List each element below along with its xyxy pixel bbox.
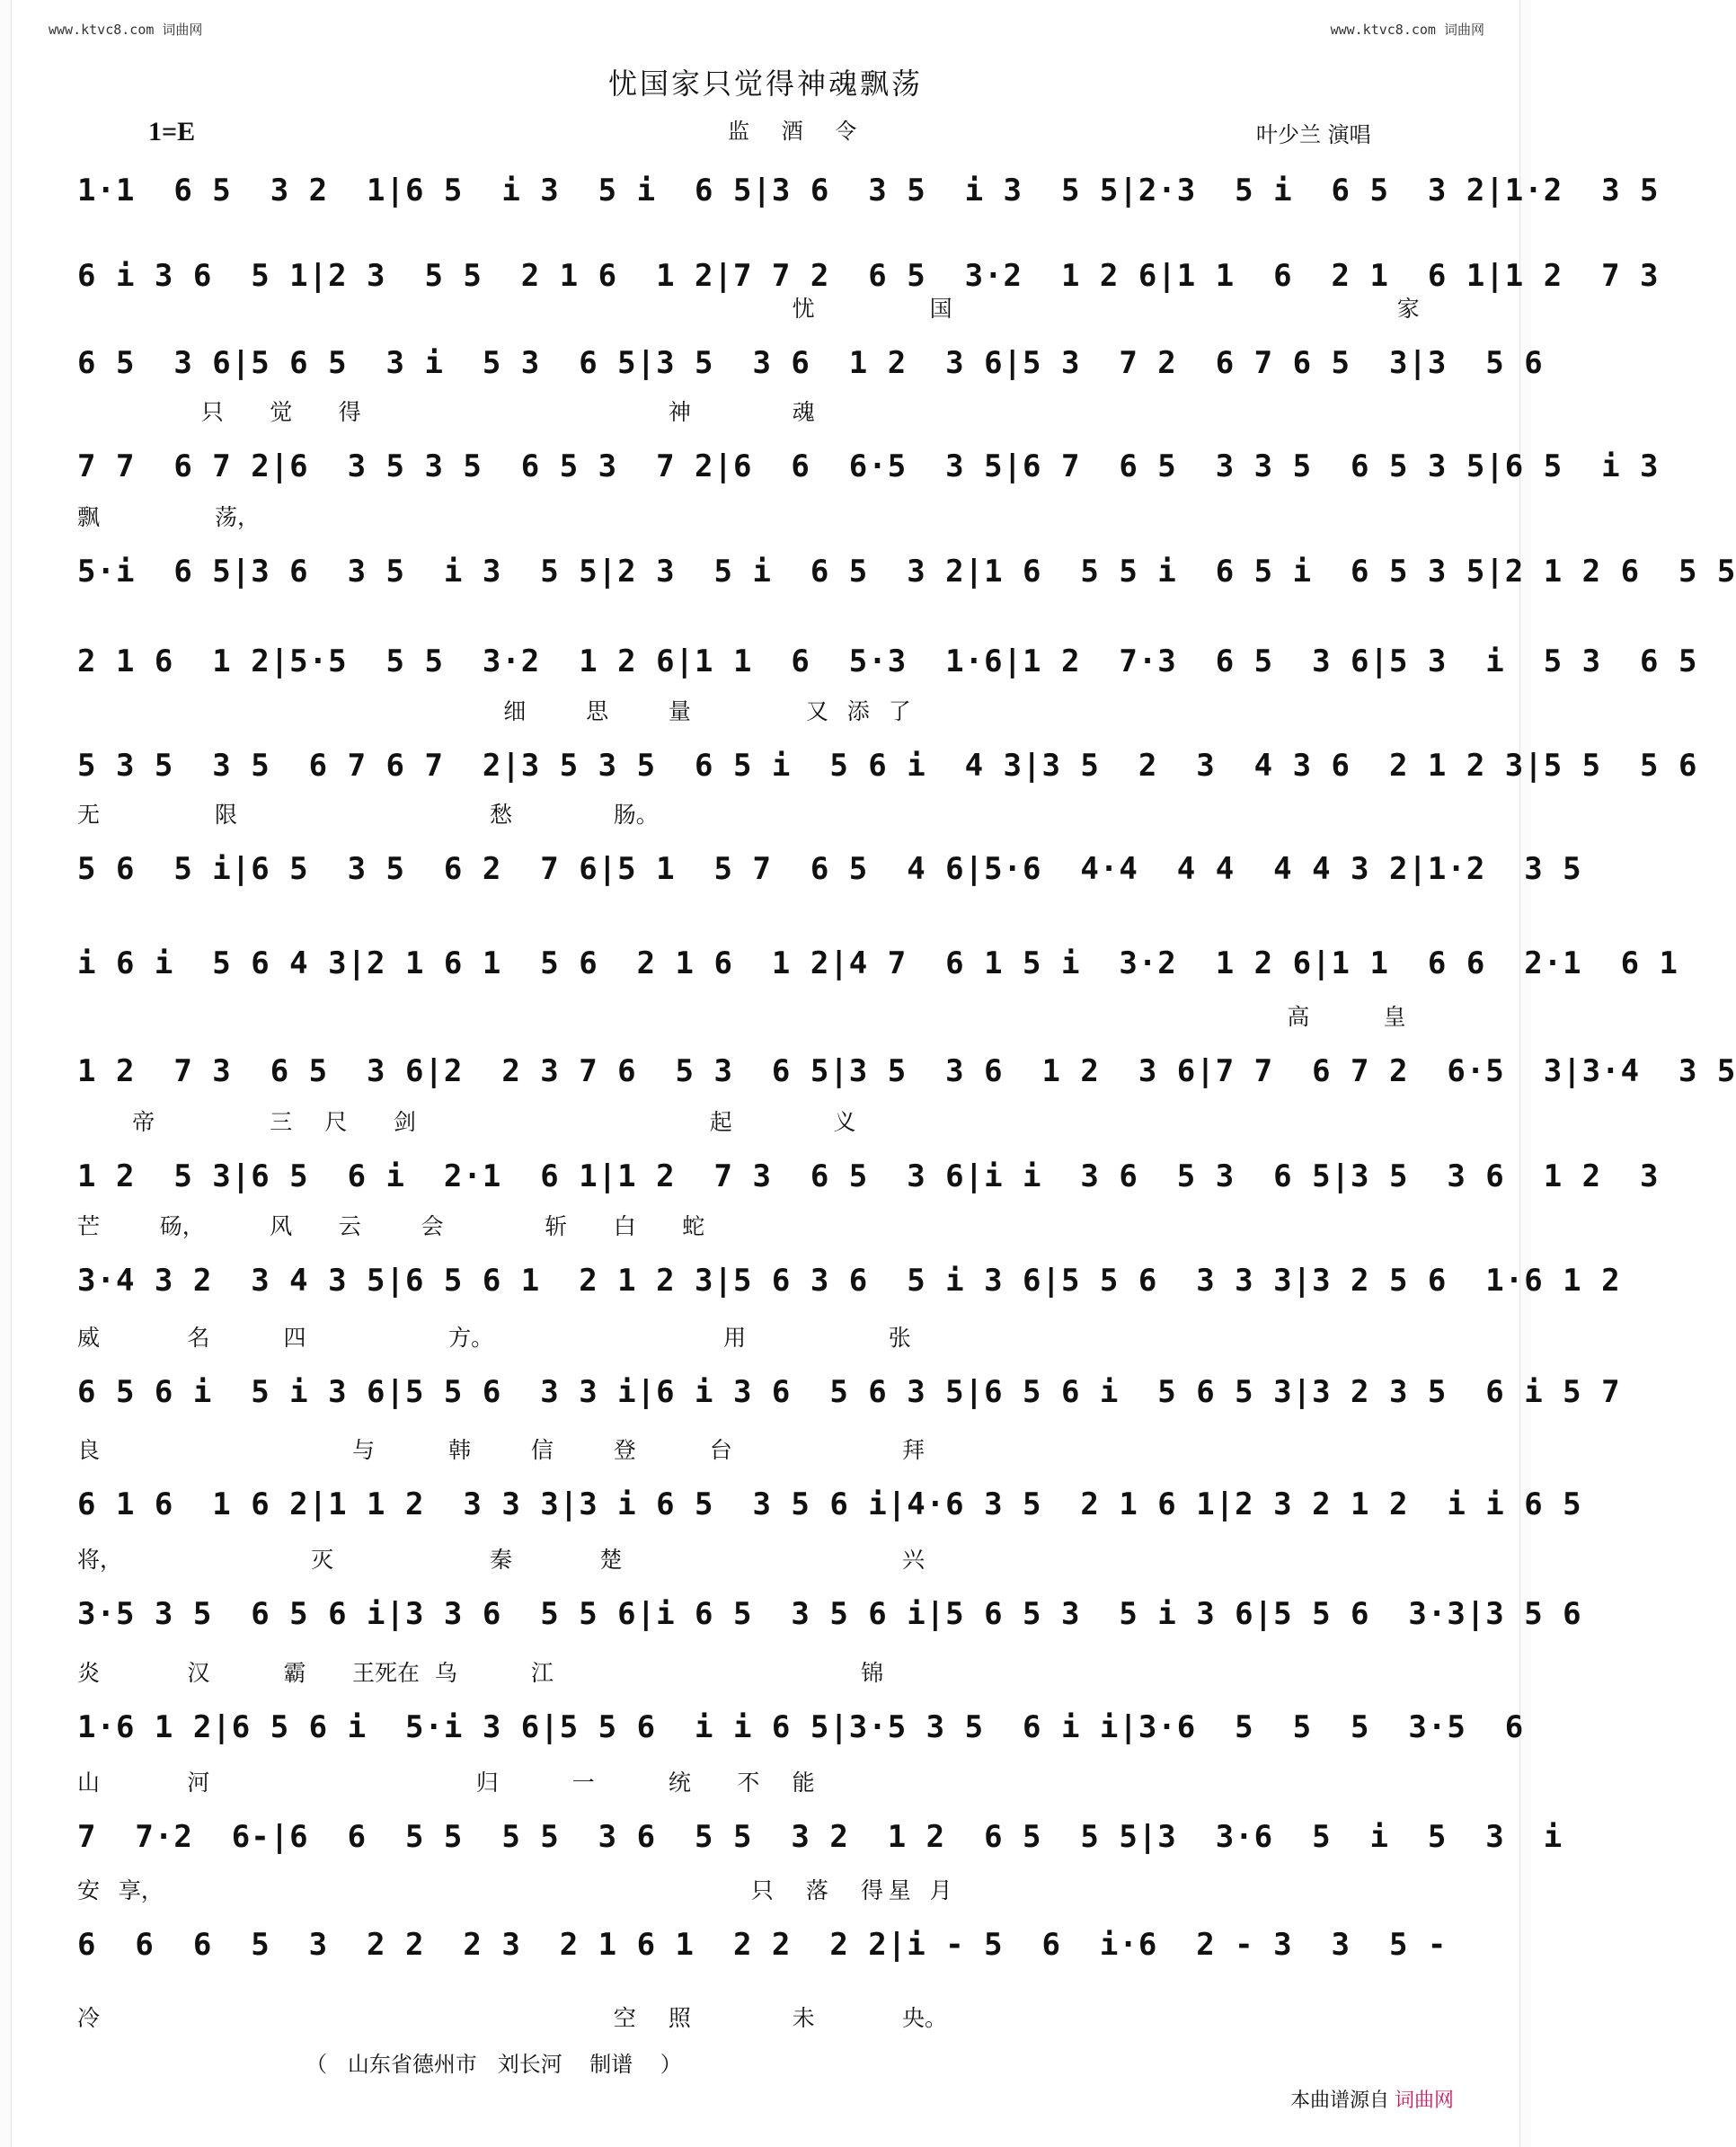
lyric-word: 愁 — [490, 802, 513, 828]
lyric-word: 神 — [668, 399, 691, 425]
lyric-word: 细 — [503, 698, 527, 724]
lyric-word: 安 — [77, 1877, 101, 1903]
lyric-word: 云 — [338, 1213, 361, 1239]
lyric-word: 高 — [1287, 1004, 1310, 1030]
lyric-word: 觉 — [270, 399, 293, 425]
lyric-word: 汉 — [187, 1660, 210, 1686]
lyric-word: 未 — [792, 2005, 815, 2031]
lyric-word: 台 — [709, 1437, 732, 1463]
lyric-word: 忧 — [792, 296, 815, 322]
notation-row — [77, 1476, 1582, 1522]
key-signature: 1=E — [148, 117, 196, 146]
lyric-word: 河 — [187, 1770, 210, 1796]
lyric-word: 会 — [421, 1213, 444, 1239]
lyric-word: 添 — [846, 698, 870, 724]
notation-text: 1 2 5 3|6 5 6 i 2·1 6 1|1 2 7 3 6 5 3 6|i i 3 6 5 3 6 5|3 5 3 6 1 2 3 — [77, 1158, 1660, 1194]
lyric-word: 了 — [888, 698, 911, 724]
source-label: 本曲谱源自 — [1290, 2089, 1390, 2112]
singer-credit: 叶少兰 演唱 — [1256, 122, 1371, 147]
lyric-row — [77, 1320, 1452, 1351]
notation-row — [77, 633, 1698, 679]
notation-text: 1 2 7 3 6 5 3 6|2 2 3 7 6 5 3 6 5|3 5 3 6 1 2 3 6|7 7 6 7 2 6·5 3|3·4 3 5 — [77, 1053, 1736, 1089]
notation-text: 6 1 6 1 6 2|1 1 2 3 3 3|3 i 6 5 3 5 6 i|4·6 3 5 2 1 6 1|2 3 2 1 2 i i 6 5 — [77, 1486, 1582, 1522]
header-url-right[interactable]: www.ktvc8.com 词曲网 — [1330, 22, 1484, 38]
song-title: 忧国家只觉得神魂飘荡 — [607, 67, 923, 101]
notation-text: 3·4 3 2 3 4 3 5|6 5 6 1 2 1 2 3|5 6 3 6 5 i 3 6|5 5 6 3 3 3|3 2 5 6 1·6 1 2 — [77, 1263, 1621, 1299]
lyric-word: 起 — [709, 1109, 732, 1135]
lyric-word: 只 — [200, 399, 224, 425]
lyric-word: 白 — [613, 1213, 636, 1239]
lyric-word: 拜 — [902, 1437, 926, 1463]
lyric-word: 蛇 — [682, 1213, 705, 1239]
lyric-word: 风 — [270, 1213, 293, 1239]
lyric-row — [77, 1433, 1452, 1463]
lyric-word: 统 — [668, 1770, 691, 1796]
lyric-word: 荡， — [215, 504, 261, 530]
lyric-word: 不 — [737, 1770, 760, 1796]
lyric-word: 限 — [215, 802, 238, 828]
left-margin-strip — [0, 0, 12, 2147]
notation-text: 6 5 6 i 5 i 3 6|5 5 6 3 3 i|6 i 3 6 5 6 3 5|6 5 6 i 5 6 5 3|3 2 3 5 6 i 5 7 — [77, 1374, 1621, 1410]
lyric-word: 秦 — [490, 1547, 513, 1573]
lyric-row — [77, 1105, 1452, 1135]
notation-text: 7 7 6 7 2|6 3 5 3 5 6 5 3 7 2|6 6 6·5 3 5|6 7 6 5 3 3 5 6 5 3 5|6 5 i 3 — [77, 448, 1660, 484]
lyric-word: 能 — [792, 1770, 815, 1796]
notation-row — [77, 1916, 1452, 1963]
lyric-word: 灭 — [311, 1547, 334, 1573]
header-url-left[interactable]: www.ktvc8.com 词曲网 — [49, 22, 203, 38]
notation-text: i 6 i 5 6 4 3|2 1 6 1 5 6 2 1 6 1 2|4 7 6 1 5 i 3·2 1 2 6|1 1 6 6 2·1 6 1 — [77, 945, 1678, 981]
lyric-word: 得 — [861, 1877, 884, 1903]
notation-text: 2 1 6 1 2|5·5 5 5 3·2 1 2 6|1 1 6 5·3 1·6|1 2 7·3 6 5 3 6|5 3 i 5 3 6 5 — [77, 643, 1698, 679]
lyric-word: 月 — [929, 1877, 952, 1903]
lyric-row — [77, 1873, 1452, 1903]
lyric-word: 砀， — [159, 1213, 205, 1239]
lyric-word: 落 — [805, 1877, 828, 1903]
lyric-word: 张 — [888, 1325, 911, 1351]
lyric-row — [77, 694, 1452, 724]
lyric-word: 又 — [805, 698, 828, 724]
notation-text: 6 5 3 6|5 6 5 3 i 5 3 6 5|3 5 3 6 1 2 3 6|5 3 7 2 6 7 6 5 3|3 5 6 — [77, 345, 1544, 381]
source-brand-link[interactable]: 词曲网 — [1395, 2089, 1455, 2112]
lyric-row — [77, 1765, 1452, 1796]
lyric-row — [77, 395, 1452, 425]
lyric-word: 肠。 — [613, 802, 659, 828]
lyric-word: 思 — [586, 698, 609, 724]
notation-row — [77, 543, 1736, 590]
lyric-word: 乌 — [434, 1660, 457, 1686]
lyric-word: 飘 — [77, 504, 101, 530]
lyric-word: 山 — [77, 1770, 101, 1796]
lyric-word: 四 — [283, 1325, 306, 1351]
lyric-word: 无 — [77, 802, 101, 828]
lyric-word: 尺 — [324, 1109, 348, 1135]
notation-row — [77, 935, 1678, 981]
lyric-row — [77, 2001, 1452, 2031]
lyric-word: 得 — [338, 399, 361, 425]
lyric-word: 量 — [668, 698, 691, 724]
lyric-row — [77, 1209, 1452, 1239]
lyric-word: 空 — [613, 2005, 636, 2031]
lyric-word: 享， — [118, 1877, 164, 1903]
transcriber-credit: （ 山东省德州市 刘长河 制谱 ） — [306, 2052, 682, 2077]
lyric-word: 归 — [475, 1770, 499, 1796]
source-note — [1290, 2085, 1454, 2113]
lyric-word: 江 — [530, 1660, 554, 1686]
notation-row — [77, 162, 1660, 208]
lyric-row — [77, 999, 1452, 1030]
notation-row — [77, 1363, 1621, 1410]
notation-row — [77, 1808, 1563, 1855]
lyric-word: 照 — [668, 2005, 691, 2031]
lyric-row — [77, 1655, 1452, 1686]
lyric-word: 冷 — [77, 2005, 101, 2031]
lyric-word: 一 — [571, 1770, 595, 1796]
lyric-word: 用 — [723, 1325, 747, 1351]
lyric-word: 帝 — [132, 1109, 155, 1135]
notation-row — [77, 1042, 1736, 1089]
lyric-word: 信 — [530, 1437, 554, 1463]
lyric-word: 名 — [187, 1325, 210, 1351]
notation-row — [77, 840, 1582, 887]
lyric-word: 只 — [750, 1877, 774, 1903]
notation-text: 5 3 5 3 5 6 7 6 7 2|3 5 3 5 6 5 i 5 6 i 4 3|3 5 2 3 4 3 6 2 1 2 3|5 5 5 6 — [77, 748, 1698, 784]
lyric-word: 楚 — [599, 1547, 623, 1573]
lyric-word: 锦 — [861, 1660, 884, 1686]
notation-text: 3·5 3 5 6 5 6 i|3 3 6 5 5 6|i 6 5 3 5 6 i|5 6 5 3 5 i 3 6|5 5 6 3·3|3 5 6 — [77, 1596, 1582, 1632]
lyric-word: 魂 — [792, 399, 815, 425]
lyric-row — [77, 1542, 1452, 1573]
lyric-word: 芒 — [77, 1213, 101, 1239]
notation-row — [77, 737, 1698, 784]
lyric-word: 登 — [613, 1437, 636, 1463]
notation-row — [77, 1699, 1525, 1745]
notation-text: 5·i 6 5|3 6 3 5 i 3 5 5|2 3 5 i 6 5 3 2|1 6 5 5 i 6 5 i 6 5 3 5|2 1 2 6 5 5 — [77, 554, 1736, 590]
lyric-word: 义 — [833, 1109, 856, 1135]
lyric-word: 与 — [352, 1437, 376, 1463]
notation-text: 1·1 6 5 3 2 1|6 5 i 3 5 i 6 5|3 6 3 5 i 3 5 5|2·3 5 i 6 5 3 2|1·2 3 5 — [77, 173, 1660, 208]
lyric-word: 霸 — [283, 1660, 306, 1686]
lyric-word: 皇 — [1383, 1004, 1406, 1030]
notation-row — [77, 438, 1660, 484]
lyric-word: 王死在 — [352, 1660, 421, 1686]
notation-row — [77, 334, 1544, 381]
lyric-row — [77, 500, 1452, 530]
lyric-word: 威 — [77, 1325, 101, 1351]
lyric-row — [77, 797, 1452, 828]
notation-text: 6 6 6 5 3 2 2 2 3 2 1 6 1 2 2 2 2|i - 5 6 i·6 2 - 3 3 5 - — [77, 1927, 1448, 1963]
lyric-word: 将， — [77, 1547, 123, 1573]
lyric-word: 三 — [270, 1109, 293, 1135]
lyric-word: 星 — [888, 1877, 911, 1903]
notation-text: 7 7·2 6-|6 6 5 5 5 5 3 6 5 5 3 2 1 2 6 5 5 5|3 3·6 5 i 5 3 i — [77, 1819, 1563, 1855]
lyric-word: 国 — [929, 296, 952, 322]
lyric-word: 方。 — [448, 1325, 494, 1351]
lyric-word: 家 — [1396, 296, 1420, 322]
notation-row — [77, 1585, 1582, 1632]
lyric-word: 韩 — [448, 1437, 472, 1463]
notation-row — [77, 1252, 1621, 1299]
lyric-word: 兴 — [902, 1547, 926, 1573]
lyric-word: 央。 — [902, 2005, 948, 2031]
lyric-row — [77, 291, 1452, 322]
notation-text: 1·6 1 2|6 5 6 i 5·i 3 6|5 5 6 i i 6 5|3·5 3 5 6 i i|3·6 5 5 5 3·5 6 — [77, 1709, 1525, 1745]
lyric-word: 剑 — [393, 1109, 416, 1135]
lyric-word: 斩 — [545, 1213, 568, 1239]
notation-text: 6 i 3 6 5 1|2 3 5 5 2 1 6 1 2|7 7 2 6 5 3·2 1 2 6|1 1 6 2 1 6 1|1 2 7 3 — [77, 258, 1660, 294]
lyric-word: 良 — [77, 1437, 101, 1463]
notation-text: 5 6 5 i|6 5 3 5 6 2 7 6|5 1 5 7 6 5 4 6|5·6 4·4 4 4 4 4 3 2|1·2 3 5 — [77, 851, 1582, 887]
notation-row — [77, 1148, 1660, 1194]
tune-name: 监 酒 令 — [728, 119, 870, 144]
lyric-word: 炎 — [77, 1660, 101, 1686]
notation-row — [77, 247, 1660, 294]
